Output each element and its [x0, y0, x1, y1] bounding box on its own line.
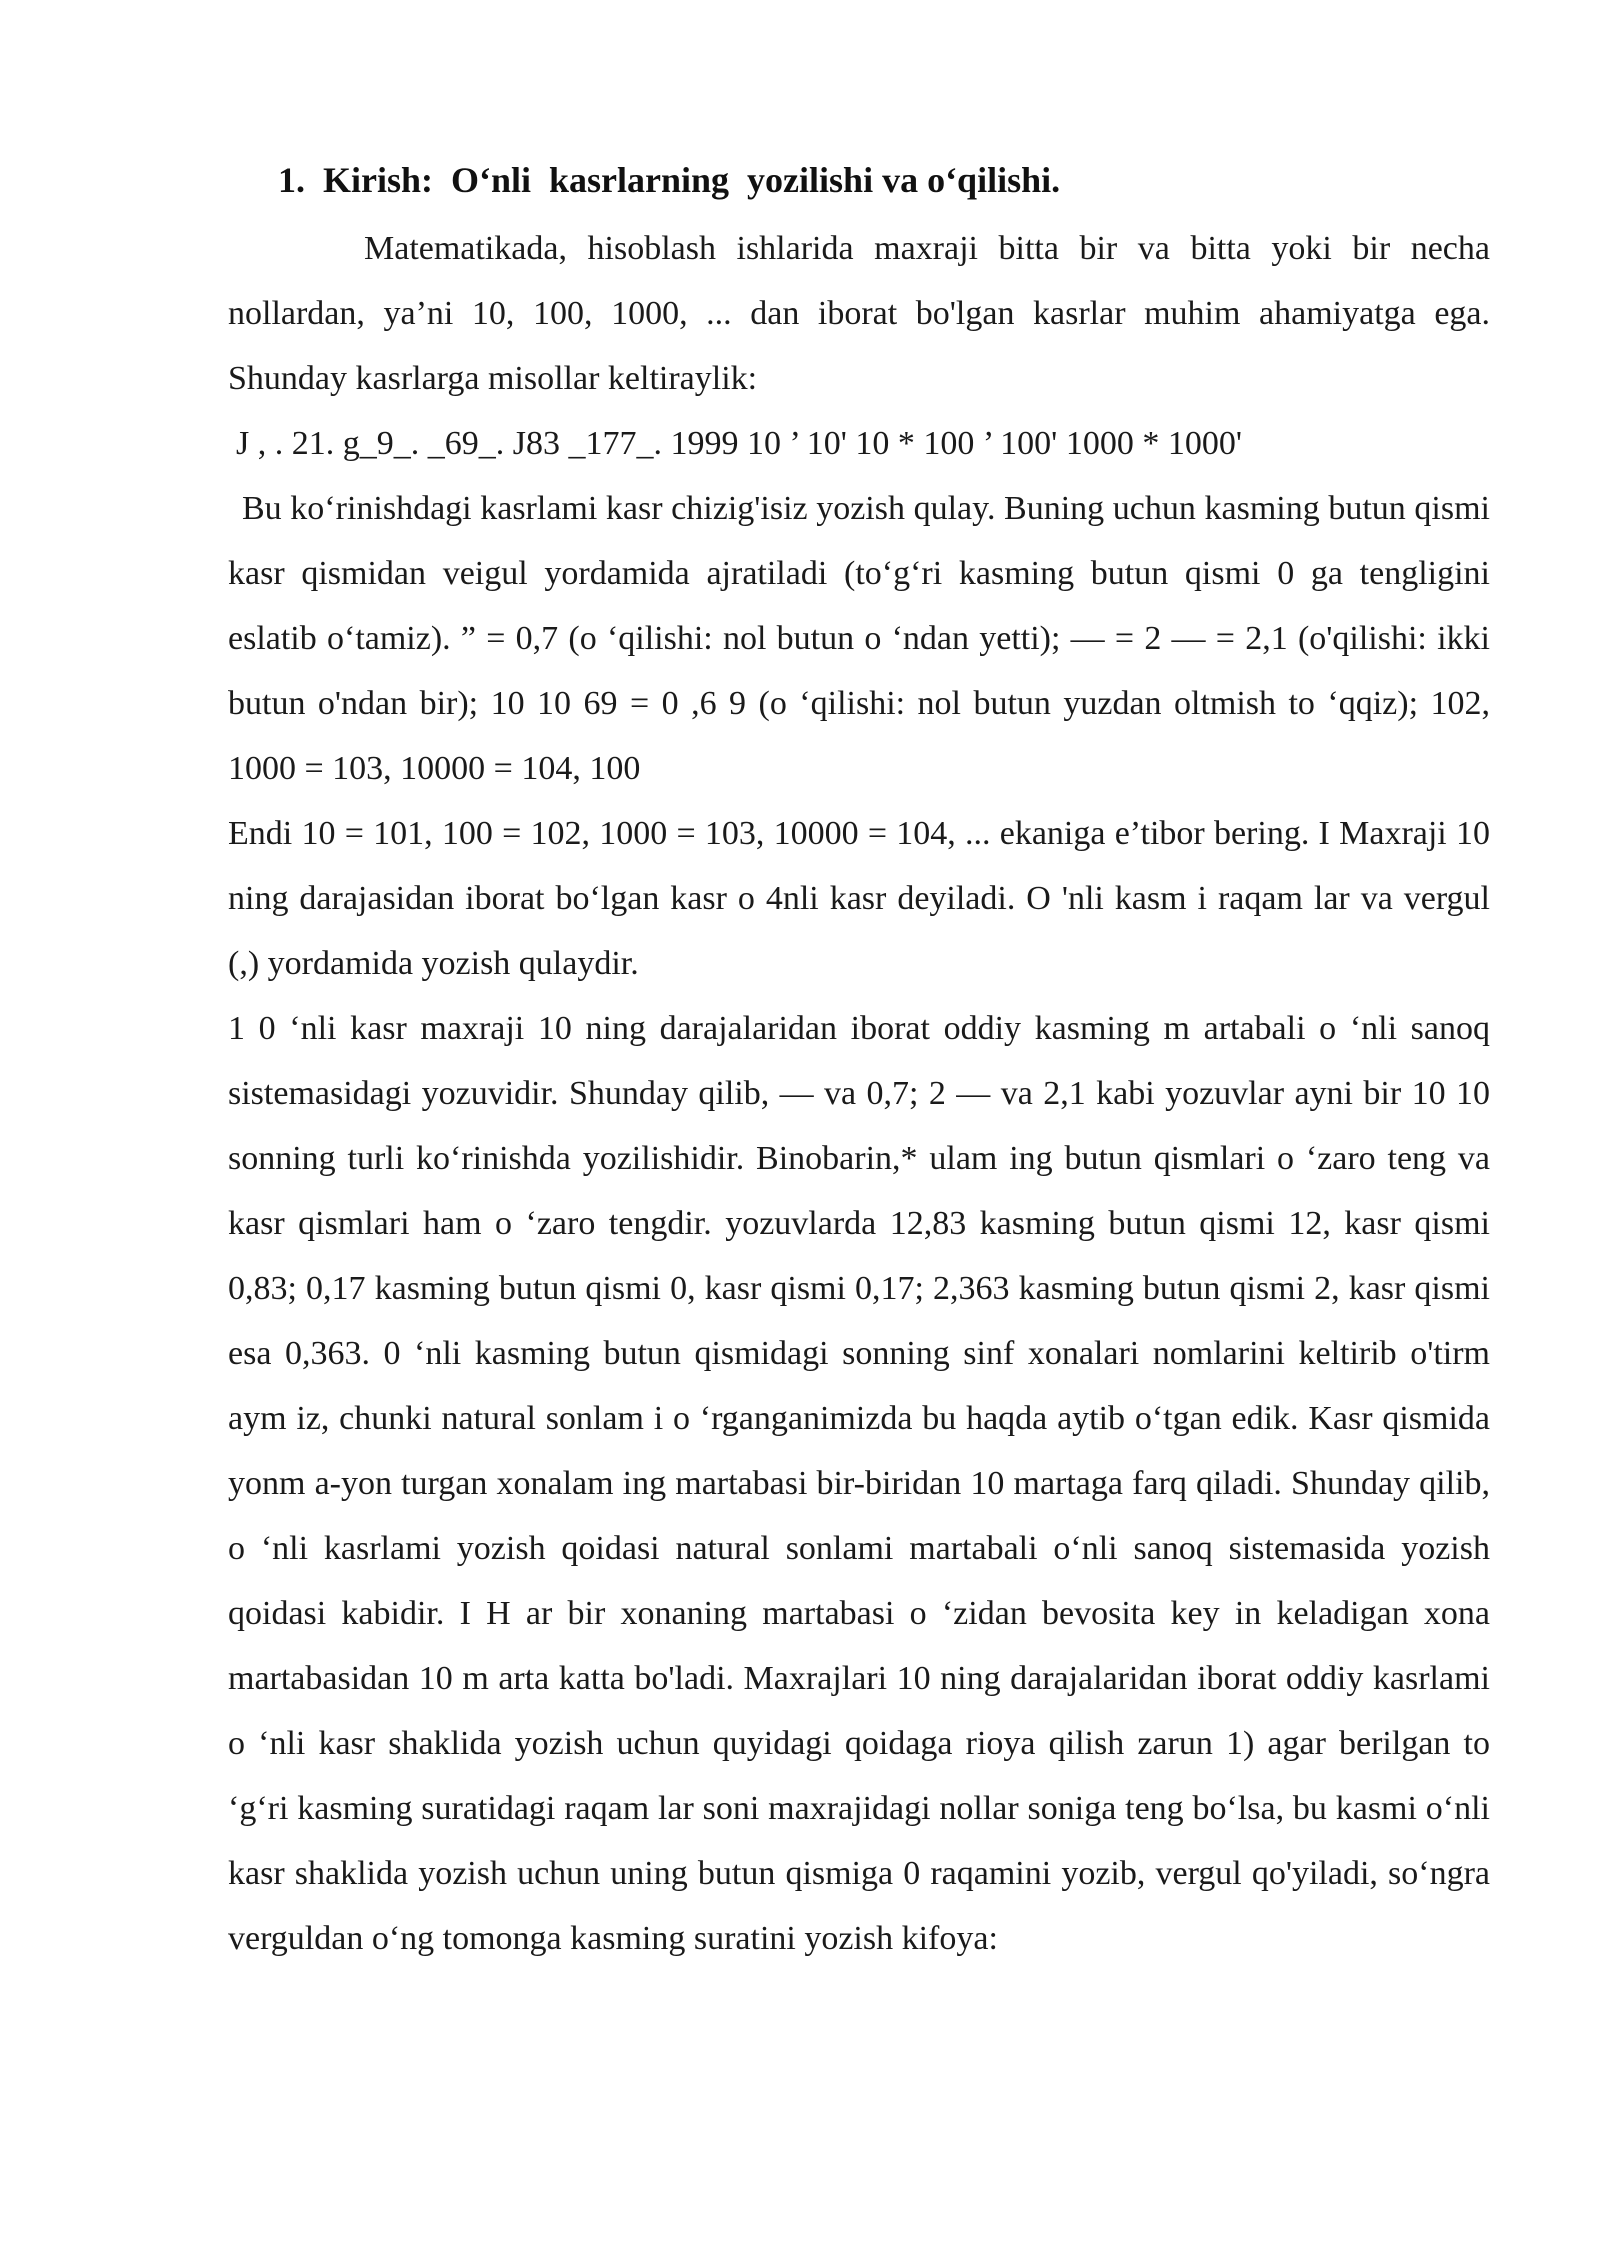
fraction-examples-line: J , . 21. g_9_. _69_. J83 _177_. 1999 10 ’ 10' 10 * 100 ’ 100' 1000 * 1000'	[236, 425, 1242, 462]
definition-paragraph: Endi 10 = 101, 100 = 102, 1000 = 103, 10000 = 104, ... ekaniga e’tibor bering. I Maxraji 10 ning darajasidan iborat bo‘lgan kasr o 4nli kasr deyiladi. O 'nli kasm i raqam lar va vergul (,) yordamida yozish qulaydir.	[228, 815, 1490, 982]
rules-paragraph: 1 0 ‘nli kasr maxraji 10 ning darajalaridan iborat oddiy kasming m artabali o ‘nli sanoq sistemasidagi yozuvidir. Shunday qilib, — va 0,7; 2 — va 2,1 kabi yozuvlar ayni bir 10 10 sonning turli ko‘rinishda yozilishidir. Binobarin,* ulam ing butun qismlari o ‘zaro teng va kasr qismlari ham o ‘zaro tengdir. yozuvlarda 12,83 kasming butun qismi 12, kasr qismi 0,83; 0,17 kasming butun qismi 0, kasr qismi 0,17; 2,363 kasming butun qismi 2, kasr qismi esa 0,363. 0 ‘nli kasming butun qismidagi sonning sinf xonalari nomlarini keltirib o'tirm aym iz, chunki natural sonlam i o ‘rganganimizda bu haqda aytib o‘tgan edik. Kasr qismida yonm a-yon turgan xonalam ing martabasi bir-biridan 10 martaga farq qiladi. Shunday qilib, o ‘nli kasrlami yozish qoidasi natural sonlami martabali o‘nli sanoq sistemasida yozish qoidasi kabidir. I H ar bir xonaning martabasi o ‘zidan bevosita key in keladigan xona martabasidan 10 m arta katta bo'ladi. Maxrajlari 10 ning darajalaridan iborat oddiy kasrlami o ‘nli kasr shaklida yozish uchun quyidagi qoidaga rioya qilish zarun 1) agar berilgan to ‘g‘ri kasming suratidagi raqam lar soni maxrajidagi nollar soniga teng bo‘lsa, bu kasmi o‘nli kasr shaklida yozish uchun uning butun qismiga 0 raqamini yozib, vergul qo'yiladi, so‘ngra verguldan o‘ng tomonga kasming suratini yozish kifoya:	[228, 1010, 1490, 1957]
notation-paragraph: Bu ko‘rinishdagi kasrlami kasr chizig'isiz yozish qulay. Buning uchun kasming butun qismi kasr qismidan veigul yordamida ajratiladi (to‘g‘ri kasming butun qismi 0 ga tengligini eslatib o‘tamiz). ” = 0,7 (o ‘qilishi: nol butun o ‘ndan yetti); — = 2 — = 2,1 (o'qilishi: ikki butun o'ndan bir); 10 10 69 = 0 ,6 9 (o ‘qilishi: nol butun yuzdan oltmish to ‘qqiz); 102, 1000 = 103, 10000 = 104, 100	[228, 490, 1490, 787]
intro-paragraph: Matematikada, hisoblash ishlarida maxraji bitta bir va bitta yoki bir necha nollardan, ya’ni 10, 100, 1000, ... dan iborat bo'lgan kasrlar muhim ahamiyatga ega. Shunday kasrlarga misollar keltiraylik:	[228, 230, 1490, 397]
document-page	[228, 150, 1490, 1971]
section-heading: 1. Kirish: O‘nli kasrlarning yozilishi va o‘qilishi.	[278, 160, 1061, 200]
